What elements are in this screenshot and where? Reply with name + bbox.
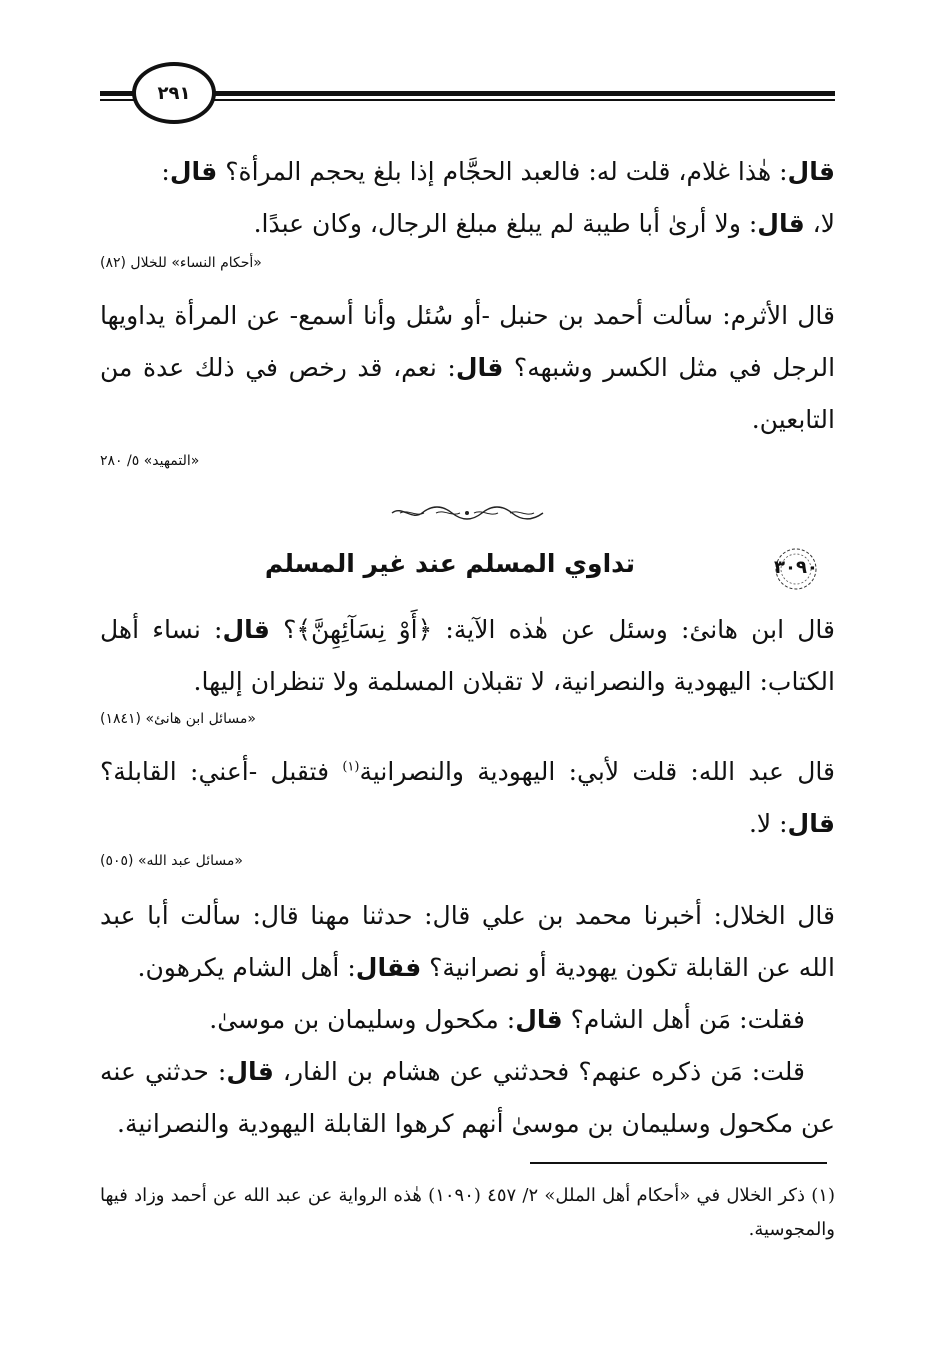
footnote: (١) ذكر الخلال في «أحكام أهل الملل» ٢/ ٤٥٧ (١٠٩٠) هٰذه الرواية عن عبد الله عن أحمد وزاد فيها والمجوسية.: [100, 1185, 835, 1240]
page-header: [100, 62, 835, 124]
paragraph-6: [100, 994, 835, 1046]
paragraph-text: فقلت: مَن أهل الشام؟: [562, 1005, 805, 1034]
paragraph-text: : مكحول وسليمان بن موسىٰ.: [209, 1005, 516, 1034]
footnote-separator: [530, 1162, 827, 1164]
paragraph-text: : ولا أرىٰ أبا طيبة لم يبلغ مبلغ الرجال، وكان عبدًا.: [253, 209, 758, 238]
paragraph-text: قال الأثرم: سألت أحمد بن حنبل -أو سُئل وأنا أسمع- عن المرأة يداويها الرجل في مثل الكسر وشبهه؟: [100, 301, 836, 382]
paragraph-text: : أهل الشام يكرهون.: [137, 953, 356, 982]
page-number-badge: [132, 62, 216, 124]
paragraph-text: : نعم، قد رخص في ذلك عدة من التابعين.: [100, 353, 835, 434]
page-number: ٢٩١: [157, 82, 191, 104]
speaker-label: قال: [787, 157, 835, 186]
paragraph-text: : نساء أهل الكتاب: اليهودية والنصرانية، لا تقبلان المسلمة ولا تنظران إليها.: [100, 615, 835, 696]
paragraph-3: [100, 604, 835, 708]
speaker-label: قال: [757, 209, 805, 238]
speaker-label: قال: [787, 809, 835, 838]
source-reference-1: «أحكام النساء» للخلال (٨٢): [100, 255, 262, 271]
paragraph-text: فتقبل -أعني: القابلة؟: [100, 757, 343, 786]
paragraph-1: [100, 146, 835, 250]
section-number: ٣٠٩٠: [774, 557, 818, 578]
speaker-label: قال: [169, 157, 218, 186]
paragraph-text: قال ابن هانئ: وسئل عن هٰذه الآية: ﴿أَوْ نِسَآئِهِنَّ﴾؟: [269, 615, 835, 644]
section-title: تداوي المسلم عند غير المسلم: [264, 549, 635, 578]
source-reference-2: «التمهيد» ٥/ ٢٨٠: [100, 453, 200, 469]
paragraph-text: لا،: [804, 209, 835, 238]
paragraph-2: [100, 290, 835, 446]
paragraph-text: قلت: مَن ذكره عنهم؟ فحدثني عن هشام بن الفار،: [273, 1057, 805, 1086]
paragraph-text: : هٰذا غلام، قلت له: فالعبد الحجَّام إذا بلغ يحجم المرأة؟: [217, 157, 788, 186]
paragraph-text: : لا.: [748, 809, 788, 838]
paragraph-text: قال عبد الله: قلت لأبي: اليهودية والنصرانية: [359, 757, 835, 786]
source-reference-4: «مسائل عبد الله» (٥٠٥): [100, 853, 243, 869]
source-reference-3: «مسائل ابن هانئ» (١٨٤١): [100, 711, 256, 727]
speaker-label: قال: [222, 615, 270, 644]
paragraph-text: : حدثني عنه عن مكحول وسليمان بن موسىٰ أنهم كرهوا القابلة اليهودية والنصرانية.: [100, 1057, 835, 1138]
paragraph-7: [100, 1046, 835, 1150]
speaker-label: فقال: [355, 953, 422, 982]
paragraph-5: [100, 890, 835, 994]
speaker-label: قال: [515, 1005, 563, 1034]
ornament-divider-icon: [390, 505, 545, 521]
speaker-label: قال: [226, 1057, 274, 1086]
section-number-badge: [757, 545, 835, 593]
footnote-marker[interactable]: (١): [342, 759, 360, 775]
section-heading: [100, 545, 835, 593]
paragraph-text: قال الخلال: أخبرنا محمد بن علي قال: حدثنا مهنا قال: سألت أبا عبد الله عن القابلة تكون يهودية أو نصرانية؟: [100, 901, 835, 982]
paragraph-4: [100, 746, 835, 850]
speaker-label: قال: [455, 353, 504, 382]
paragraph-text: :: [161, 157, 170, 186]
